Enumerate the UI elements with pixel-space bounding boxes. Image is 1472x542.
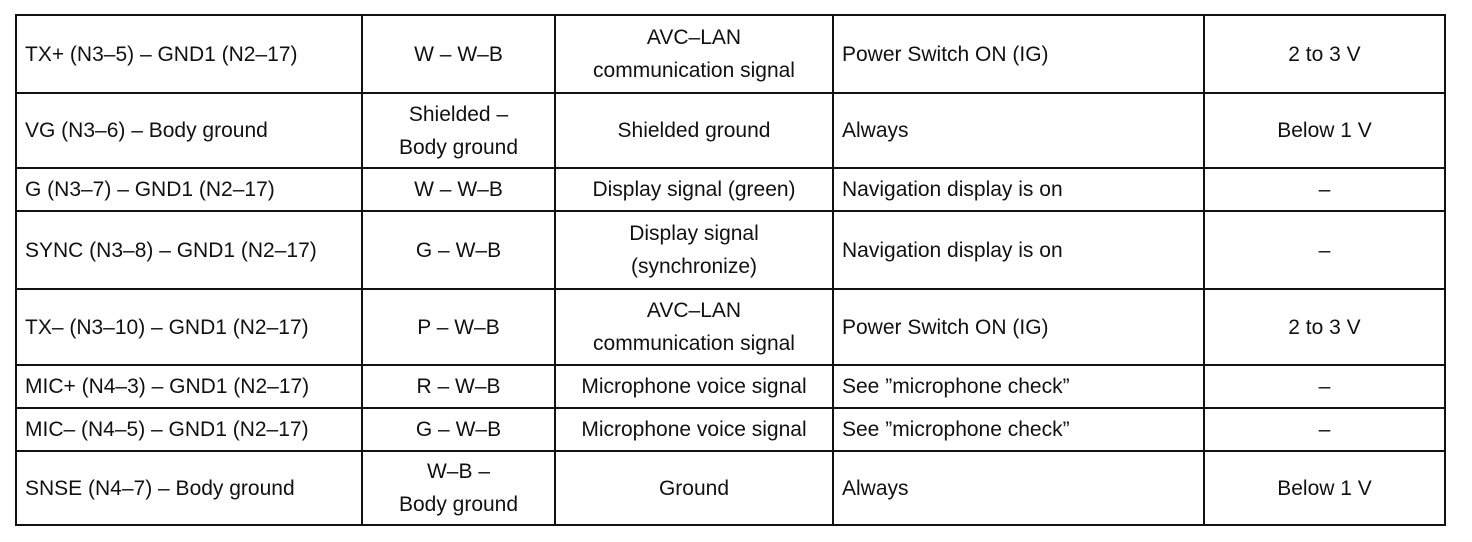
description-cell: AVC–LAN communication signal — [555, 15, 833, 93]
description-cell: Shielded ground — [555, 93, 833, 168]
condition-cell: Navigation display is on — [833, 168, 1204, 211]
wiring-color-cell: G – W–B — [362, 211, 555, 289]
description-cell: Microphone voice signal — [555, 365, 833, 408]
specified-condition-cell: 2 to 3 V — [1204, 15, 1445, 93]
condition-cell: See ”microphone check” — [833, 365, 1204, 408]
wiring-color-cell: P – W–B — [362, 289, 555, 365]
table-row — [16, 93, 1445, 168]
condition-cell: Power Switch ON (IG) — [833, 289, 1204, 365]
terminal-cell: MIC– (N4–5) – GND1 (N2–17) — [16, 408, 362, 451]
table-row — [16, 168, 1445, 211]
condition-cell: Power Switch ON (IG) — [833, 15, 1204, 93]
description-cell: Ground — [555, 451, 833, 525]
table-row — [16, 211, 1445, 289]
condition-cell: See ”microphone check” — [833, 408, 1204, 451]
wiring-color-cell: G – W–B — [362, 408, 555, 451]
specified-condition-cell: – — [1204, 365, 1445, 408]
terminal-cell: SNSE (N4–7) – Body ground — [16, 451, 362, 525]
terminal-spec-table — [15, 14, 1446, 526]
terminal-cell: VG (N3–6) – Body ground — [16, 93, 362, 168]
terminal-cell: TX+ (N3–5) – GND1 (N2–17) — [16, 15, 362, 93]
terminal-cell: SYNC (N3–8) – GND1 (N2–17) — [16, 211, 362, 289]
wiring-color-cell: R – W–B — [362, 365, 555, 408]
table-row — [16, 365, 1445, 408]
terminal-cell: MIC+ (N4–3) – GND1 (N2–17) — [16, 365, 362, 408]
specified-condition-cell: – — [1204, 408, 1445, 451]
wiring-color-cell: W–B – Body ground — [362, 451, 555, 525]
condition-cell: Navigation display is on — [833, 211, 1204, 289]
specified-condition-cell: – — [1204, 211, 1445, 289]
table-row — [16, 408, 1445, 451]
description-cell: Display signal (green) — [555, 168, 833, 211]
specified-condition-cell: – — [1204, 168, 1445, 211]
terminal-cell: G (N3–7) – GND1 (N2–17) — [16, 168, 362, 211]
wiring-color-cell: Shielded – Body ground — [362, 93, 555, 168]
wiring-color-cell: W – W–B — [362, 168, 555, 211]
table-row — [16, 289, 1445, 365]
table-row — [16, 15, 1445, 93]
specified-condition-cell: Below 1 V — [1204, 451, 1445, 525]
wiring-color-cell: W – W–B — [362, 15, 555, 93]
description-cell: Display signal (synchronize) — [555, 211, 833, 289]
description-cell: Microphone voice signal — [555, 408, 833, 451]
condition-cell: Always — [833, 451, 1204, 525]
condition-cell: Always — [833, 93, 1204, 168]
table-row — [16, 451, 1445, 525]
specified-condition-cell: 2 to 3 V — [1204, 289, 1445, 365]
specified-condition-cell: Below 1 V — [1204, 93, 1445, 168]
terminal-cell: TX– (N3–10) – GND1 (N2–17) — [16, 289, 362, 365]
description-cell: AVC–LAN communication signal — [555, 289, 833, 365]
